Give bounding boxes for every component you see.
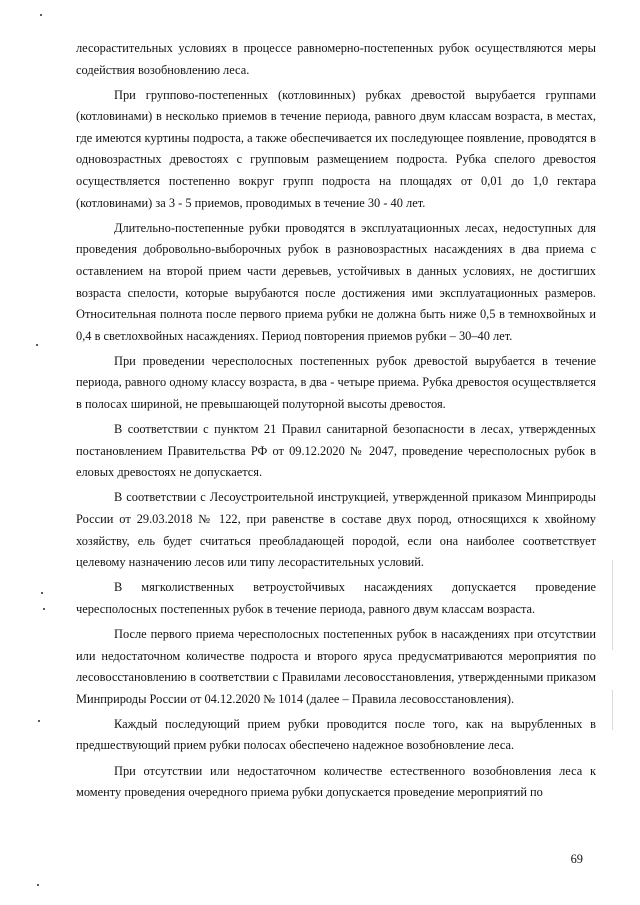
scan-speck: [40, 14, 42, 16]
paragraph: Длительно-постепенные рубки проводятся в эксплуатационных лесах, недоступных для проведения добровольно-выборочных рубок в разновозрастных насаждениях в два приема с оставлением на второй прием части деревьев, устойчивых в данных условиях, не достигших возраста спелости, которые вырубаются после достижения ими эксплуатационных размеров. Относительная полнота после первого приема рубки не должна быть ниже 0,5 в темнохвойных и 0,4 в светлохвойных насаждениях. Период повторения приемов рубки – 30–40 лет.: [76, 220, 596, 343]
paragraph: При отсутствии или недостаточном количестве естественного возобновления леса к моменту проведения очередного приема рубки допускается проведение мероприятий по: [76, 763, 596, 800]
body-text: [76, 38, 596, 807]
scan-speck: [38, 720, 40, 722]
scan-speck: [43, 608, 45, 610]
paragraph: Каждый последующий прием рубки проводится после того, как на вырубленных в предшествующий прием рубки полосах обеспечено надежное возобновление леса.: [76, 716, 596, 753]
scan-edge-line: [612, 560, 613, 650]
paragraph: При проведении чересполосных постепенных рубок древостой вырубается в течение периода, равного одному классу возраста, в два - четыре приема. Рубка древостоя осуществляется в полосах шириной, не превышающей полуторной высоты древостоя.: [76, 353, 596, 411]
page-number: 69: [570, 852, 583, 866]
scan-edge-line: [612, 690, 613, 730]
paragraph: В соответствии с пунктом 21 Правил санитарной безопасности в лесах, утвержденных постановлением Правительства РФ от 09.12.2020 № 2047, проведение чересполосных рубок в еловых древостоях не допускается.: [76, 422, 596, 480]
scan-speck: [36, 344, 38, 346]
paragraph: В мягколиственных ветроустойчивых насаждениях допускается проведение чересполосных постепенных рубок в течение периода, равного двум классам возраста.: [76, 580, 596, 616]
paragraph: При группово-постепенных (котловинных) рубках древостой вырубается группами (котловинами) в несколько приемов в течение периода, равного двум классам возраста, в местах, где имеются куртины подроста, а также обеспечивается их последующее появление, проводятся в одновозрастных древостоях с групповым размещением подроста. Рубка спелого древостоя осуществляется постепенно вокруг групп подроста на площадях от 0,01 до 1,0 гектара (котловинами) за 3 - 5 приемов, проводимых в течение 30 - 40 лет.: [76, 87, 596, 210]
paragraph: лесорастительных условиях в процессе равномерно-постепенных рубок осуществляются меры содействия возобновлению леса.: [76, 41, 596, 77]
scan-speck: [37, 884, 39, 886]
paragraph: После первого приема чересполосных постепенных рубок в насаждениях при отсутствии или недостаточном количестве подроста и второго яруса предусматриваются мероприятия по лесовосстановлению в соответствии с Правилами лесовосстановления, утвержденными приказом Минприроды России от 04.12.2020 № 1014 (далее – Правила лесовосстановления).: [76, 626, 596, 706]
paragraph: В соответствии с Лесоустроительной инструкцией, утвержденной приказом Минприроды России от 29.03.2018 № 122, при равенстве в составе двух пород, относящихся к хвойному хозяйству, ель будет считаться преобладающей породой, если она наиболее соответствует целевому назначению лесов или типу лесорастительных условий.: [76, 490, 596, 570]
scan-speck: [41, 592, 43, 594]
